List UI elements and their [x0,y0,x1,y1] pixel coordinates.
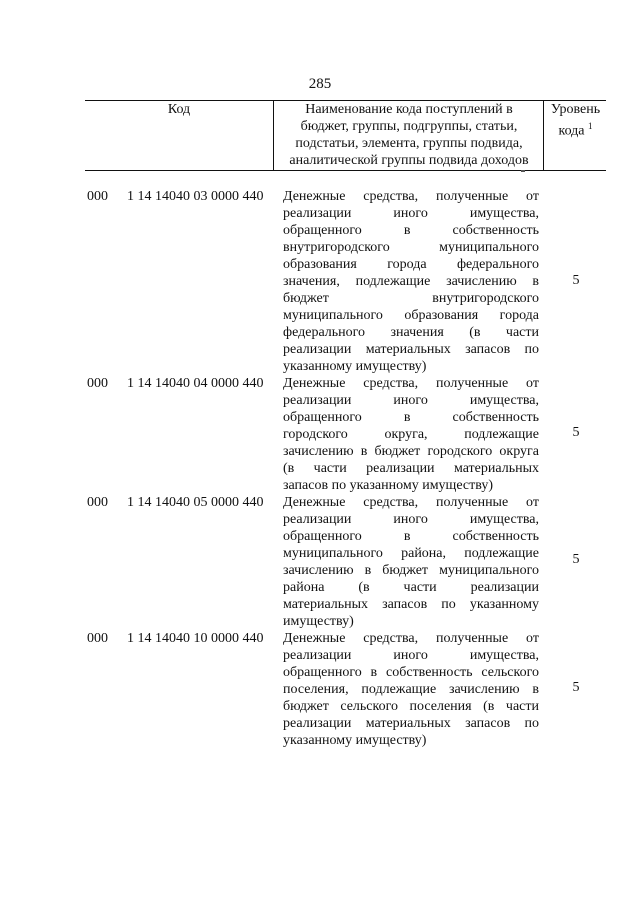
header-name-line: бюджет, группы, подгруппы, статьи, [300,119,518,134]
description-line: обращенного в собственность [283,223,539,238]
description-line: внутригородского муниципального [283,240,539,255]
description-line: реализации иного имущества, [283,393,539,408]
row-level: 5 [572,552,580,567]
header-name-line: аналитической группы подвида доходов [289,153,529,168]
description-line: поселения, подлежащие зачислению в [283,682,539,697]
description-line: зачислению в бюджет городского округа [283,444,539,459]
description-line: материальных запасов по указанному [283,597,539,612]
description-line: обращенного в собственность [283,410,539,425]
row-description [283,375,539,494]
description-line: реализации иного имущества, [283,512,539,527]
header-level-column [543,101,607,170]
table-header [85,100,606,171]
description-line: обращенного в собственность сельского [283,665,539,680]
header-level-label-2 [544,118,607,140]
row-code: 1 14 14040 04 0000 440 [127,376,264,391]
row-code: 1 14 14040 03 0000 440 [127,189,264,204]
row-level: 5 [572,680,580,695]
description-line: Денежные средства, полученные от [283,189,539,204]
description-line: Денежные средства, полученные от [283,376,539,391]
row-level: 5 [572,425,580,440]
row-prefix: 000 [87,495,108,510]
description-line: образования города федерального [283,257,539,272]
description-line: бюджет сельского поселения (в части [283,699,539,714]
row-code: 1 14 14040 05 0000 440 [127,495,264,510]
header-name-line: подстатьи, элемента, группы подвида, [295,136,523,151]
row-prefix: 000 [87,631,108,646]
row-level: 5 [572,273,580,288]
description-line: обращенного в собственность [283,529,539,544]
description-line: Денежные средства, полученные от [283,631,539,646]
description-line: городского округа, подлежащие [283,427,539,442]
description-line: муниципального района, подлежащие [283,546,539,561]
page-number: 285 [308,76,332,92]
description-line: бюджет внутригородского [283,291,539,306]
header-code-column [85,101,273,170]
row-description [283,494,539,630]
row-description [283,630,539,749]
row-prefix: 000 [87,376,108,391]
description-line: указанному имуществу) [283,733,427,748]
footnote-marker: 1 [588,121,593,131]
description-line: (в части реализации материальных [283,461,539,476]
row-description [283,188,539,375]
header-name-line: Наименование кода поступлений в [305,102,513,117]
header-level-word: кода [558,123,585,139]
description-line: указанному имуществу) [283,359,427,374]
description-line: зачислению в бюджет муниципального [283,563,539,578]
description-line: муниципального образования города [283,308,539,323]
description-line: реализации материальных запасов по [283,716,539,731]
description-line: реализации иного имущества, [283,206,539,221]
row-code: 1 14 14040 10 0000 440 [127,631,264,646]
description-line: имуществу) [283,614,354,629]
description-line: запасов по указанному имуществу) [283,478,494,493]
header-level-label: Уровень [550,102,601,117]
description-line: реализации иного имущества, [283,648,539,663]
scan-mark [521,170,525,172]
row-prefix: 000 [87,189,108,204]
description-line: значения, подлежащие зачислению в [283,274,539,289]
description-line: федерального значения (в части [283,325,539,340]
description-line: реализации материальных запасов по [283,342,539,357]
header-code-label: Код [167,102,191,117]
description-line: района (в части реализации [283,580,539,595]
description-line: Денежные средства, полученные от [283,495,539,510]
header-name-column [273,101,544,170]
